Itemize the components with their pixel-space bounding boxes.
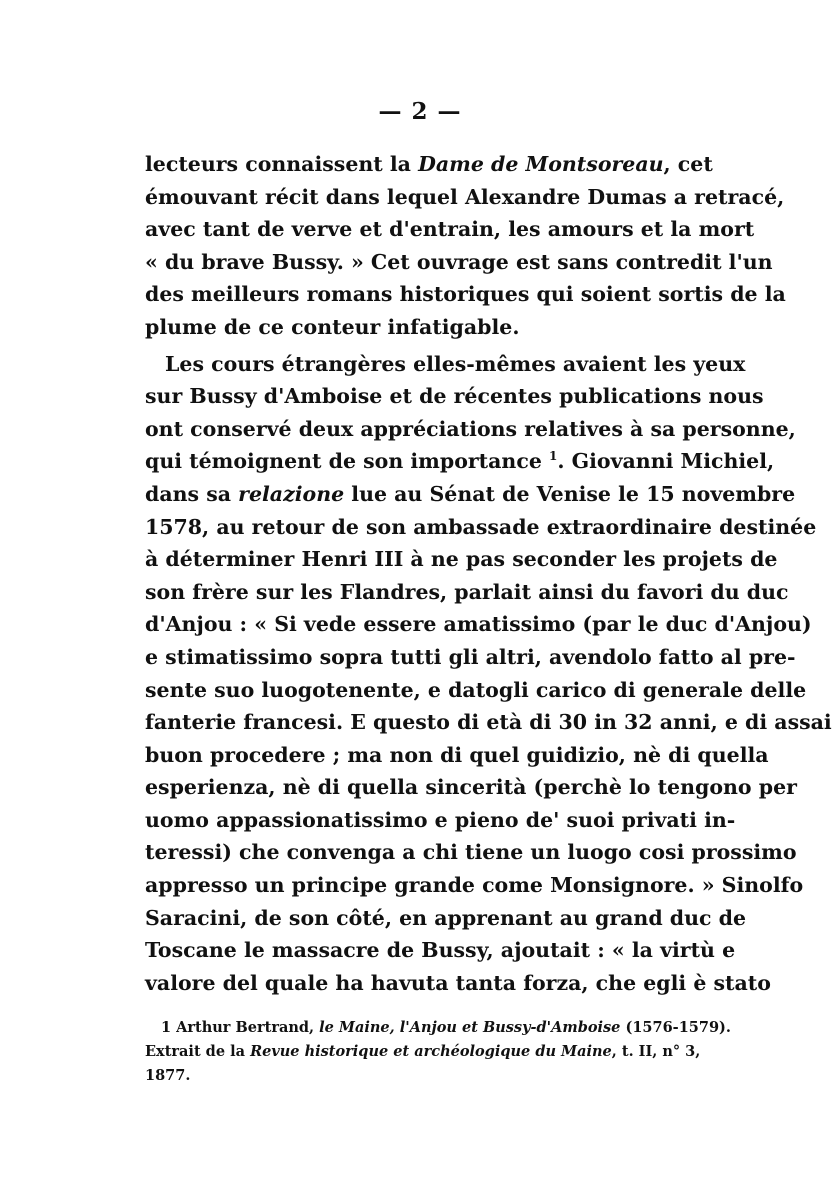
text-line: 1578, au retour de son ambassade extraordinaire destinée bbox=[145, 514, 817, 539]
text-line: des meilleurs romans historiques qui soient sortis de la bbox=[145, 282, 786, 307]
text-line: valore del quale ha havuta tanta forza, che egli è stato bbox=[145, 970, 771, 995]
text-line: dans sa relazione lue au Sénat de Venise le 15 novembre bbox=[145, 481, 796, 506]
footnote-reference: 1 bbox=[549, 449, 558, 464]
text-line: uomo appassionatissimo e pieno de' suoi privati in- bbox=[145, 807, 736, 832]
footnote-line: Extrait de la Revue historique et archéologique du Maine, t. II, n° 3, bbox=[145, 1043, 701, 1060]
text-line: sur Bussy d'Amboise et de récentes publications nous bbox=[145, 384, 764, 409]
text-line: Toscane le massacre de Bussy, ajoutait : « la virtù e bbox=[145, 938, 736, 963]
footnote-journal: Revue historique et archéologique du Maine bbox=[250, 1043, 612, 1060]
text-line: plume de ce conteur infatigable. bbox=[145, 314, 520, 339]
text-line: « du brave Bussy. » Cet ouvrage est sans contredit l'un bbox=[145, 249, 773, 274]
text-line: buon procedere ; ma non di quel guidizio, nè di quella bbox=[145, 742, 769, 767]
text-line: à déterminer Henri III à ne pas seconder les projets de bbox=[145, 547, 778, 572]
text-line: Les cours étrangères elles-mêmes avaient les yeux bbox=[165, 351, 746, 376]
text-line: avec tant de verve et d'entrain, les amours et la mort bbox=[145, 217, 755, 242]
text-line: esperienza, nè di quella sincerità (perchè lo tengono per bbox=[145, 775, 797, 800]
text-line: appresso un principe grande come Monsignore. » Sinolfo bbox=[145, 873, 804, 898]
italic-term: relazione bbox=[238, 481, 345, 506]
text-line: sente suo luogotenente, e datogli carico di generale delle bbox=[145, 677, 807, 702]
footnote-line: 1877. bbox=[145, 1067, 191, 1084]
text-line: son frère sur les Flandres, parlait ainsi du favori du duc bbox=[145, 579, 789, 604]
body-text bbox=[145, 148, 832, 999]
text-line: Saracini, de son côté, en apprenant au grand duc de bbox=[145, 905, 747, 930]
text-line: émouvant récit dans lequel Alexandre Dumas a retracé, bbox=[145, 184, 785, 209]
text-line: qui témoignent de son importance $^1$. Giovanni Michiel, bbox=[145, 449, 775, 474]
text-line: fanterie francesi. E questo di età di 30 in 32 anni, e di assai bbox=[145, 710, 832, 735]
page-number: — 2 — bbox=[378, 98, 462, 125]
text-line: teressi) che convenga a chi tiene un luogo cosi prossimo bbox=[145, 840, 797, 865]
text-line: e stimatissimo sopra tutti gli altri, avendolo fatto al pre- bbox=[145, 644, 796, 669]
book-title: Dame de Montsoreau bbox=[418, 152, 664, 176]
text-line: d'Anjou : « Si vede essere amatissimo (par le duc d'Anjou) bbox=[145, 612, 812, 637]
footnote-title: le Maine, l'Anjou et Bussy-d'Amboise bbox=[319, 1019, 621, 1036]
text-line: ont conservé deux appréciations relatives à sa personne, bbox=[145, 416, 796, 441]
text-line: lecteurs connaissent la Dame de Montsoreau, cet bbox=[145, 152, 713, 176]
footnote bbox=[145, 1016, 731, 1088]
footnote-line: 1 Arthur Bertrand, le Maine, l'Anjou et Bussy-d'Amboise (1576-1579). bbox=[161, 1019, 731, 1036]
